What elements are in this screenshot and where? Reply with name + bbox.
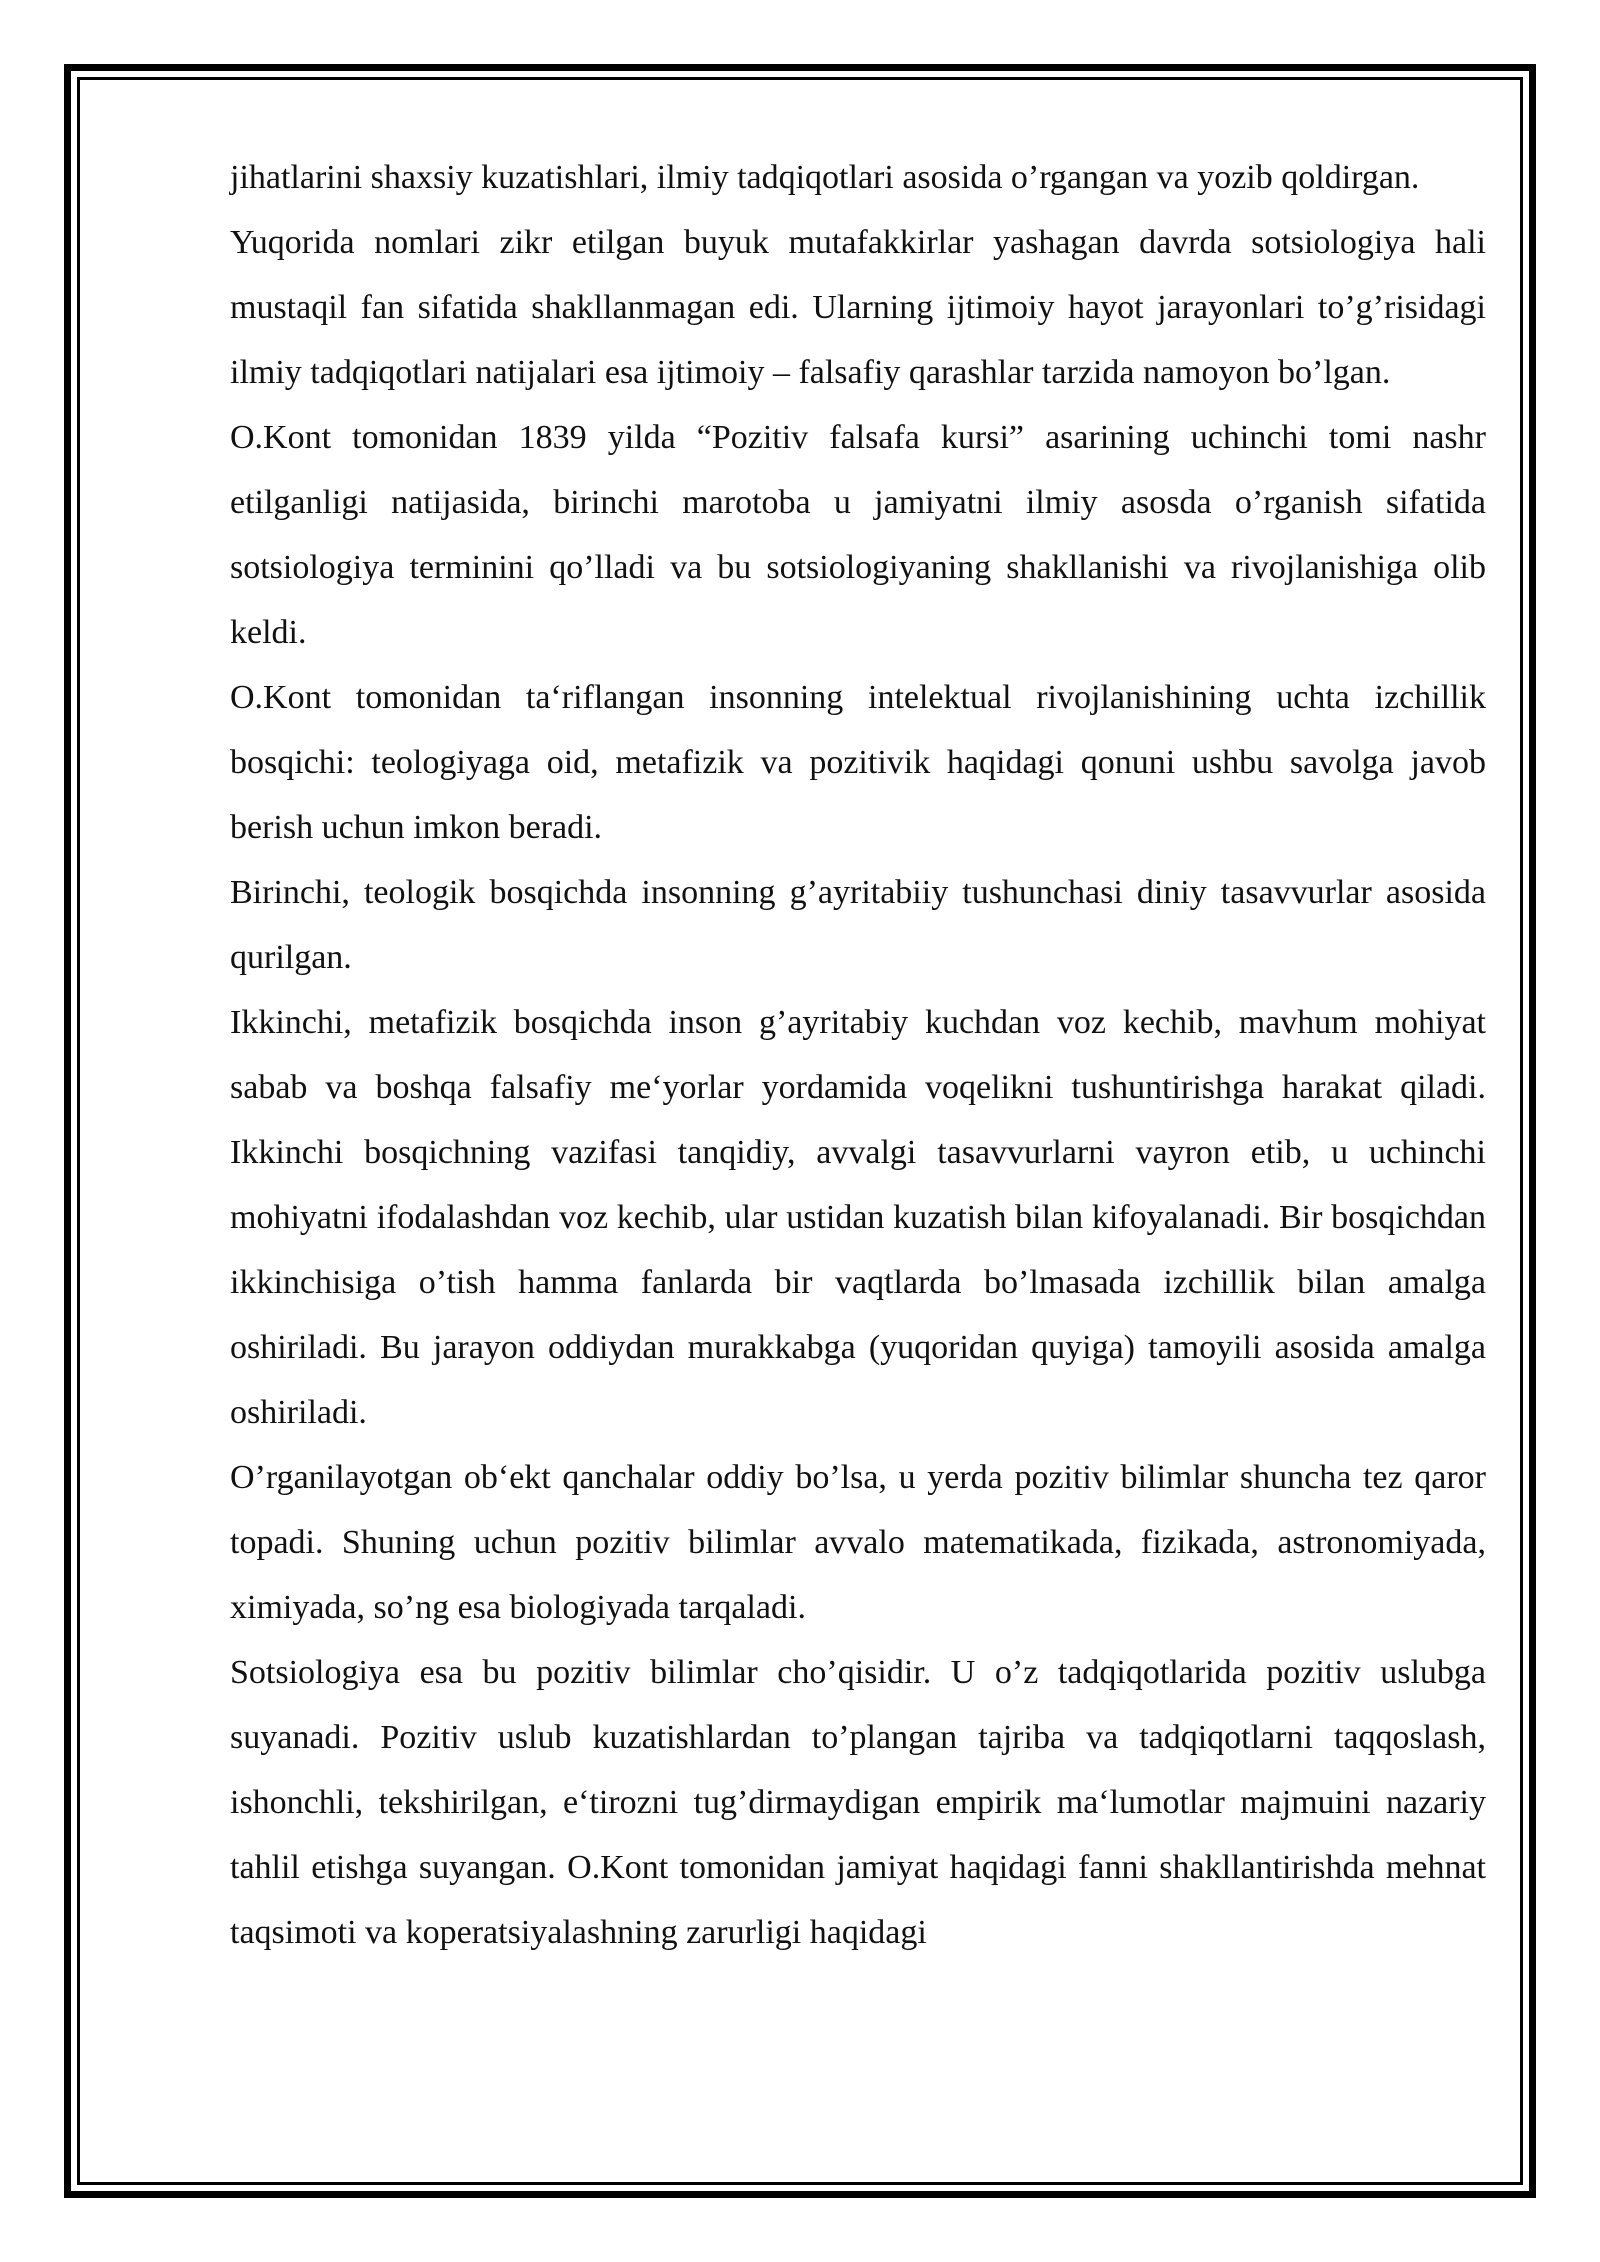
paragraph: Birinchi, teologik bosqichda insonning g’ayritabiiy tushunchasi diniy tasavvurlar asosida qurilgan. (230, 874, 1486, 976)
paragraph: O’rganilayotgan ob‘ekt qanchalar oddiy bo’lsa, u yerda pozitiv bilimlar shuncha tez qaror topadi. Shuning uchun pozitiv bilimlar avvalo matematikada, fizikada, astronomiyada, ximiyada, so’ng esa biologiyada tarqaladi. (230, 1459, 1486, 1626)
paragraph: O.Kont tomonidan 1839 yilda “Pozitiv falsafa kursi” asarining uchinchi tomi nashr etilganligi natijasida, birinchi marotoba u jamiyatni ilmiy asosda o’rganish sifatida sotsiologiya terminini qo’lladi va bu sotsiologiyaning shakllanishi va rivojlanishiga olib keldi. (230, 419, 1486, 651)
paragraph: Yuqorida nomlari zikr etilgan buyuk mutafakkirlar yashagan davrda sotsiologiya hali mustaqil fan sifatida shakllanmagan edi. Ularning ijtimoiy hayot jarayonlari to’g’risidagi ilmiy tadqiqotlari natijalari esa ijtimoiy – falsafiy qarashlar tarzida namoyon bo’lgan. (230, 224, 1486, 391)
document-body (230, 145, 1486, 1965)
paragraph: Ikkinchi, metafizik bosqichda inson g’ayritabiy kuchdan voz kechib, mavhum mohiyat sabab va boshqa falsafiy me‘yorlar yordamida voqelikni tushuntirishga harakat qiladi. Ikkinchi bosqichning vazifasi tanqidiy, avvalgi tasavvurlarni vayron etib, u uchinchi mohiyatni ifodalashdan voz kechib, ular ustidan kuzatish bilan kifoyalanadi. Bir bosqichdan ikkinchisiga o’tish hamma fanlarda bir vaqtlarda bo’lmasada izchillik bilan amalga oshiriladi. Bu jarayon oddiydan murakkabga (yuqoridan quyiga) tamoyili asosida amalga oshiriladi. (230, 1004, 1486, 1431)
paragraph: Sotsiologiya esa bu pozitiv bilimlar cho’qisidir. U o’z tadqiqotlarida pozitiv uslubga suyanadi. Pozitiv uslub kuzatishlardan to’plangan tajriba va tadqiqotlarni taqqoslash, ishonchli, tekshirilgan, e‘tirozni tug’dirmaydigan empirik ma‘lumotlar majmuini nazariy tahlil etishga suyangan. O.Kont tomonidan jamiyat haqidagi fanni shakllantirishda mehnat taqsimoti va koperatsiyalashning zarurligi haqidagi (230, 1654, 1486, 1951)
paragraph: jihatlarini shaxsiy kuzatishlari, ilmiy tadqiqotlari asosida o’rgangan va yozib qoldirgan. (230, 159, 1420, 196)
paragraph: O.Kont tomonidan ta‘riflangan insonning intelektual rivojlanishining uchta izchillik bosqichi: teologiyaga oid, metafizik va pozitivik haqidagi qonuni ushbu savolga javob berish uchun imkon beradi. (230, 679, 1486, 846)
